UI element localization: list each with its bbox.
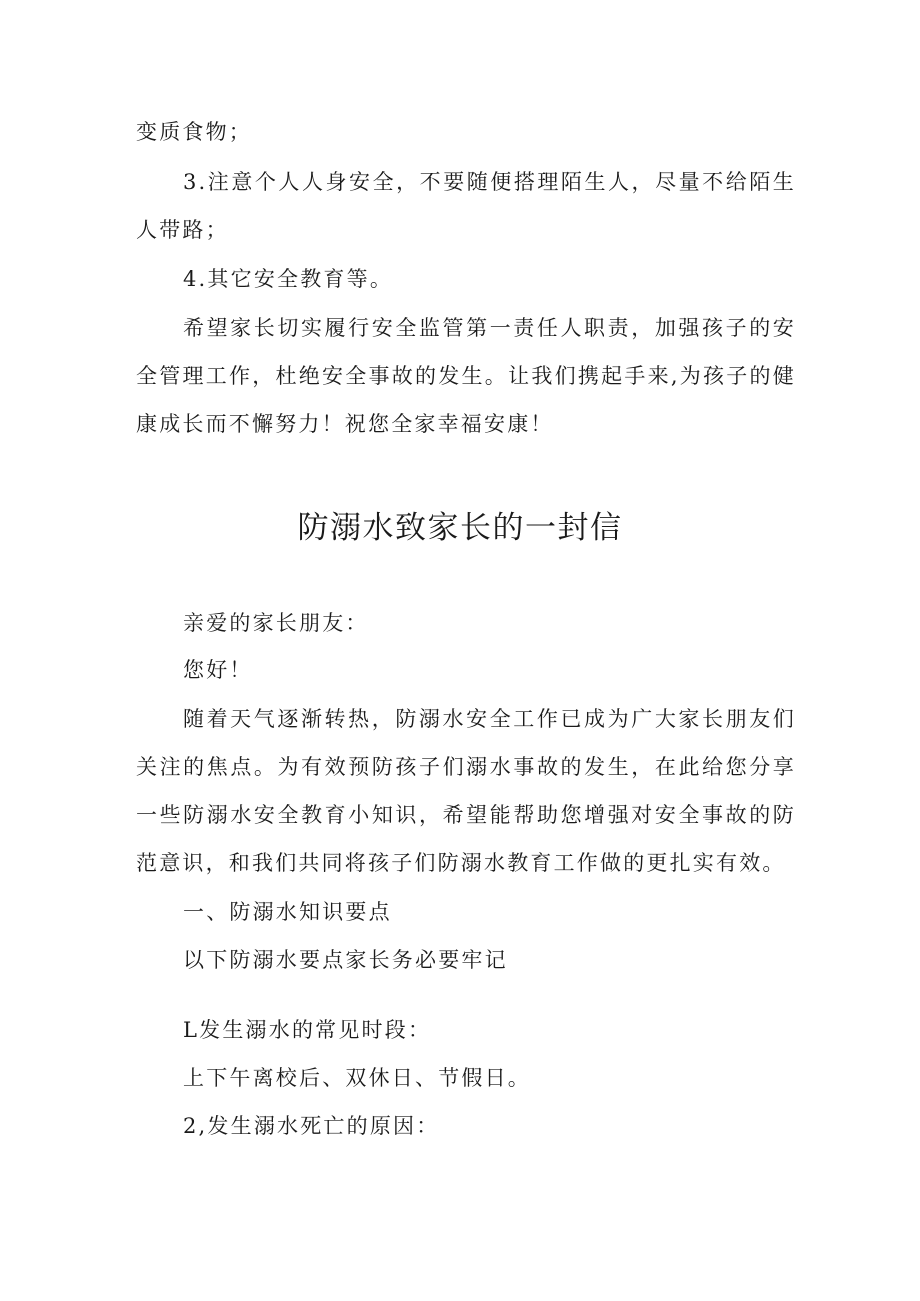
paragraph-food-continuation: 变质食物； bbox=[136, 120, 252, 144]
point-1-title: L发生溺水的常见时段： bbox=[183, 1018, 432, 1042]
greeting: 您好！ bbox=[183, 658, 253, 682]
paragraph-item-4: 4.其它安全教育等。 bbox=[183, 267, 394, 291]
paragraph-item-3: 3.注意个人人身安全，不要随便搭理陌生人，尽量不给陌生人带路； bbox=[136, 170, 796, 242]
section-heading-1: 一、防溺水知识要点 bbox=[183, 900, 392, 924]
point-2-title: 2,发生溺水死亡的原因： bbox=[183, 1114, 440, 1138]
section-heading-1-subtitle: 以下防溺水要点家长务必要牢记 bbox=[183, 948, 508, 972]
paragraph-intro: 随着天气逐渐转热，防溺水安全工作已成为广大家长朋友们关注的焦点。为有效预防孩子们溺水事故的发生，在此给您分享一些防溺水安全教育小知识，希望能帮助您增强对安全事故的防范意识，和我们共同将孩子们防溺水教育工作做的更扎实有效。 bbox=[136, 707, 796, 875]
letter-title: 防溺水致家长的一封信 bbox=[297, 510, 623, 546]
paragraph-closing: 希望家长切实履行安全监管第一责任人职责，加强孩子的安全管理工作，杜绝安全事故的发生。让我们携起手来,为孩子的健康成长而不懈努力！祝您全家幸福安康！ bbox=[136, 316, 796, 436]
salutation: 亲爱的家长朋友： bbox=[183, 611, 369, 635]
point-1-body: 上下午离校后、双休日、节假日。 bbox=[183, 1066, 531, 1090]
